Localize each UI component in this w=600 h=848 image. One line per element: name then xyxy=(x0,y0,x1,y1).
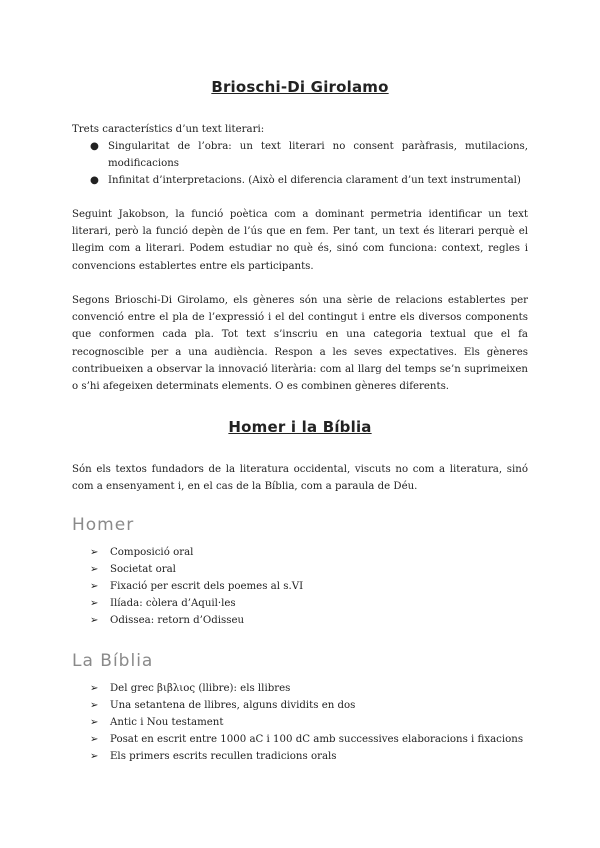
list-item: ➢ Del grec βιβλιος (llibre): els llibres xyxy=(90,680,523,697)
section-title-brioschi: Brioschi-Di Girolamo xyxy=(211,78,389,96)
paragraph-founding-texts: Són els textos fundadors de la literatura occidental, viscuts no com a literatura, sinó com a ensenyament i, en el cas de la Bíblia, com a paraula de Déu. xyxy=(72,464,528,493)
list-item: ➢ Ilíada: còlera d’Aquil·les xyxy=(90,595,303,612)
list-item: ➢ Composició oral xyxy=(90,544,303,561)
subheading-biblia: La Bíblia xyxy=(72,651,154,671)
bullet-icon: ● xyxy=(90,175,99,187)
paragraph-jakobson: Seguint Jakobson, la funció poètica com a dominant permetria identificar un text literari, però la funció depèn de l’ús que en fem. Per tant, un text és literari perquè el llegim com a literari. Podem estudiar no què és, sinó com funciona: context, regles i convencions establertes entre els participants. xyxy=(72,209,528,272)
arrow-bullet-icon: ➢ xyxy=(90,564,99,575)
arrow-bullet-icon: ➢ xyxy=(90,683,99,694)
section-title-homer-biblia: Homer i la Bíblia xyxy=(228,418,372,436)
biblia-list xyxy=(90,680,523,765)
arrow-bullet-icon: ➢ xyxy=(90,734,99,745)
traits-list xyxy=(90,138,528,190)
list-item: ➢ Posat en escrit entre 1000 aC i 100 dC amb successives elaboracions i fixacions xyxy=(90,731,523,748)
arrow-bullet-icon: ➢ xyxy=(90,581,99,592)
arrow-bullet-icon: ➢ xyxy=(90,615,99,626)
arrow-bullet-icon: ➢ xyxy=(90,700,99,711)
arrow-bullet-icon: ➢ xyxy=(90,598,99,609)
arrow-bullet-icon: ➢ xyxy=(90,751,99,762)
list-item: ➢ Societat oral xyxy=(90,561,303,578)
arrow-bullet-icon: ➢ xyxy=(90,547,99,558)
arrow-bullet-icon: ➢ xyxy=(90,717,99,728)
bullet-icon: ● xyxy=(90,141,99,152)
traits-label: Trets característics d’un text literari: xyxy=(72,124,265,135)
list-item: ➢ Odissea: retorn d’Odisseu xyxy=(90,612,303,629)
list-item: ➢ Antic i Nou testament xyxy=(90,714,523,731)
paragraph-genres: Segons Brioschi-Di Girolamo, els gèneres són una sèrie de relacions establertes per convenció entre el pla de l’expressió i el del contingut i entre els diversos components que conformen cada pla. Tot text s’inscriu en una categoria textual que el fa recognoscible per a una audiència. Respon a les seves expectatives. Els gèneres contribueixen a observar la innovació literària: com al llarg del temps se’n suprimeixen o s’hi afegeixen determinats elements. O es combinen gèneres diferents. xyxy=(72,295,528,393)
list-item: ➢ Fixació per escrit dels poemes al s.VI xyxy=(90,578,303,595)
subheading-homer: Homer xyxy=(72,515,135,535)
list-item: ➢ Els primers escrits recullen tradicions orals xyxy=(90,748,523,765)
homer-list xyxy=(90,544,303,629)
list-item: ➢ Una setantena de llibres, alguns dividits en dos xyxy=(90,697,523,714)
list-item: ● Singularitat de l’obra: un text literari no consent paràfrasis, mutilacions, modificacions xyxy=(90,138,528,172)
list-item: ● Infinitat d’interpretacions. (Això el diferencia clarament d’un text instrumental) xyxy=(90,172,528,189)
